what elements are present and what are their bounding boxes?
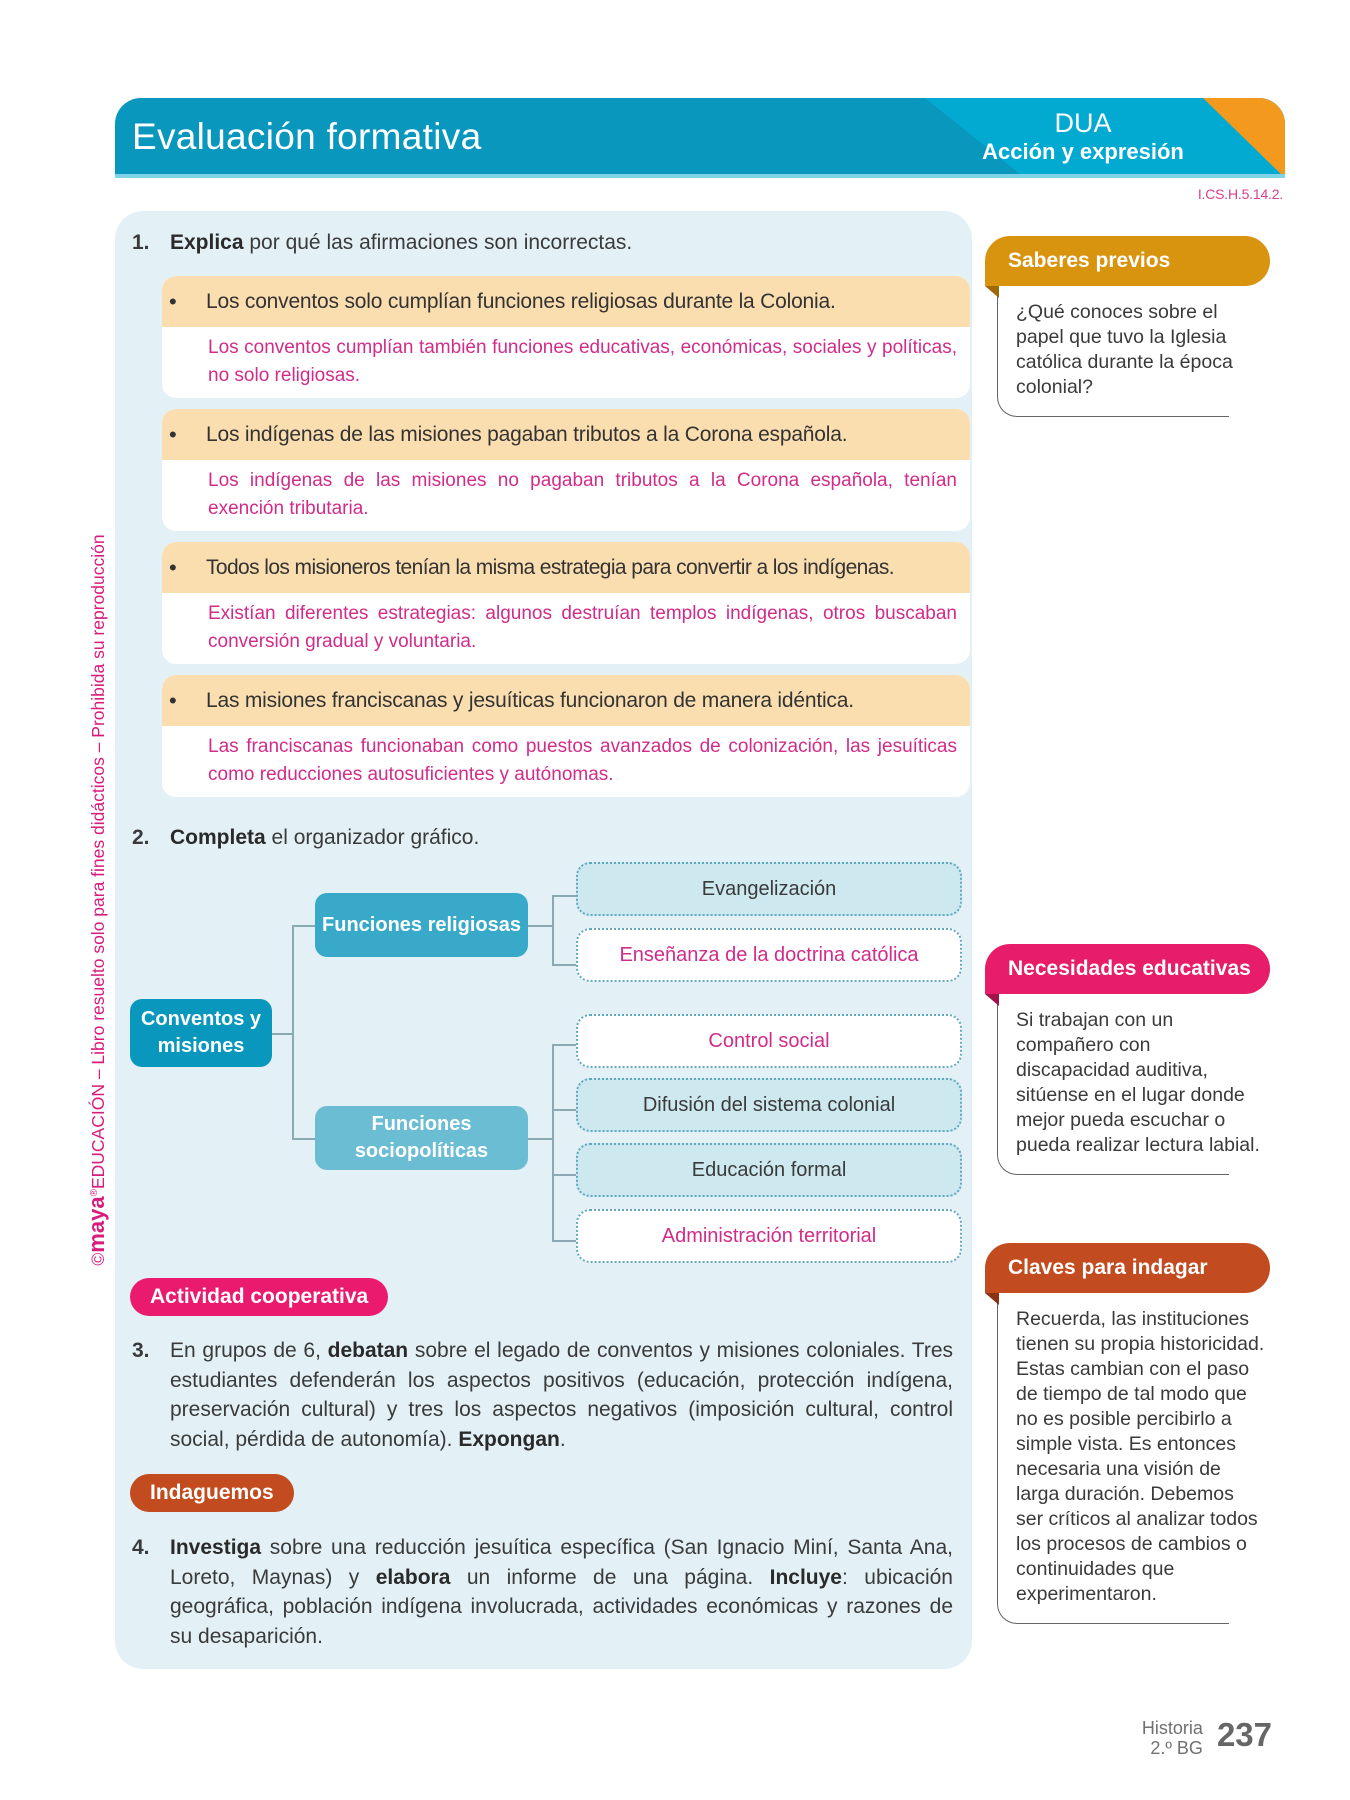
action-verb: Incluye [769,1565,842,1589]
action-verb: elabora [375,1565,451,1589]
page-header [115,98,1285,178]
question-text [132,1533,953,1651]
action-verb: Expongan [458,1427,560,1451]
prior-knowledge-text: ¿Qué conoces sobre el papel que tuvo la Iglesia católica durante la época colonial? [1016,301,1233,398]
question-number: 1. [132,231,150,254]
grade-level: 2.º BG [1150,1738,1203,1758]
connector-line [292,1138,315,1140]
curriculum-code: I.CS.H.5.14.2. [1197,186,1283,202]
page-number: 237 [1216,1716,1272,1753]
leaf-box-given: Difusión del sistema colonial [576,1078,962,1132]
answer-text[interactable]: Existían diferentes estrategias: algunos destruían templos indígenas, otros buscaban conversión gradual y voluntaria. [208,603,957,652]
answer-text[interactable]: Las franciscanas funcionaban como puestos avanzados de colonización, las jesuíticas como reducciones autosuficientes y autónomas. [208,736,957,785]
question-number: 3. [132,1339,150,1362]
dua-label [963,108,1203,166]
connector-line [552,1109,576,1111]
question-number: 2. [132,826,150,849]
connector-line [552,1240,576,1242]
text-segment: . [559,1427,566,1451]
action-verb: debatan [327,1339,409,1362]
connector-line [292,925,315,927]
leaf-box-given: Evangelización [576,862,962,916]
prior-knowledge-box [985,236,1270,417]
text-segment: En grupos de 6, [170,1339,328,1362]
dua-subtitle: Acción y expresión [982,139,1184,164]
connector-line [272,1033,292,1035]
research-keys-content [997,1293,1265,1624]
investigate-badge: Indaguemos [130,1474,294,1512]
prior-knowledge-title: Saberes previos [985,236,1270,286]
incorrect-statement: • Los conventos solo cumplían funciones religiosas durante la Colonia. [162,276,970,327]
research-keys-text: Recuerda, las instituciones tienen su propia historicidad. Estas cambian con el paso de tiempo de tal modo que no es posible percibirlo a simple vista. Es entonces necesaria una visión de larga duración. Debemos ser críticos al analizar todos los procesos de cambios o continuidades que experimentaron. [1016,1308,1265,1605]
connector-line [552,895,576,897]
leaf-box-answer[interactable]: Control social [576,1014,962,1068]
activity-panel [115,211,972,1669]
question-text: por qué las afirmaciones son incorrectas. [243,231,633,254]
statement-card [162,675,970,797]
branch-node-religiosas: Funciones religiosas [315,893,528,957]
educational-needs-content [997,994,1260,1175]
educational-needs-text: Si trabajan con un compañero con discapacidad auditiva, sitúense en el lugar donde mejor pueda escuchar o pueda realizar lectura labial. [1016,1009,1260,1156]
incorrect-statement: • Todos los misioneros tenían la misma estrategia para convertir a los indígenas. [162,542,970,593]
connector-line [552,1044,576,1046]
connector-line [528,925,552,927]
connector-line [528,1138,552,1140]
connector-line [552,1044,554,1241]
question-4 [132,1533,953,1651]
connector-line [292,925,294,1139]
research-keys-title: Claves para indagar [985,1243,1270,1293]
statement-card [162,542,970,664]
text-segment: sobre una reducción jesuítica específica (San Ignacio Miní, Santa Ana, Loreto, Maynas) y [170,1536,953,1589]
header-bottom-line [115,174,1285,178]
page-title: Evaluación formativa [132,116,482,157]
branch-node-sociopoliticas: Funciones sociopolíticas [315,1106,528,1170]
action-verb: Investiga [170,1536,262,1559]
subject-name: Historia [1141,1718,1203,1738]
question-text: el organizador gráfico. [265,826,480,849]
footer-subject [1142,1718,1203,1758]
question-number: 4. [132,1536,150,1559]
question-text [132,1336,953,1454]
copyright-text: EDUCACIÓN – Libro resuelto solo para fines didácticos – Prohibida su reproducción [88,534,108,1190]
answer-text[interactable]: Los conventos cumplían también funciones educativas, económicas, sociales y políticas, no solo religiosas. [208,337,957,386]
page-footer [1142,1718,1272,1758]
text-segment: : ubicación geográfica, población indígena involucrada, actividades económicas y razones de su desaparición. [170,1565,953,1648]
question-3 [132,1336,953,1454]
educational-needs-box [985,944,1270,1175]
text-segment: sobre el legado de conventos y misiones coloniales. Tres estudiantes defenderán los aspectos positivos (educación, protección indígena, preservación cultural) y tres los aspectos negativos (imposición cultural, control social, pérdida de autonomía). [170,1339,954,1451]
answer-text[interactable]: Los indígenas de las misiones no pagaban tributos a la Corona española, tenían exención tributaria. [208,470,957,519]
brand-logo: maya [84,1196,109,1253]
leaf-box-answer[interactable]: Administración territorial [576,1209,962,1263]
connector-line [552,964,576,966]
incorrect-statement: • Los indígenas de las misiones pagaban tributos a la Corona española. [162,409,970,460]
organizer-root-node: Conventos y misiones [130,999,272,1067]
connector-line [552,1174,576,1176]
text-segment: un informe de una página. [450,1565,770,1589]
copyright-notice [84,534,110,1265]
leaf-box-answer[interactable]: Enseñanza de la doctrina católica [576,928,962,982]
incorrect-statement: • Las misiones franciscanas y jesuíticas funcionaron de manera idéntica. [162,675,970,726]
question-verb: Completa [170,826,266,849]
prior-knowledge-content [997,286,1233,417]
question-verb: Explica [170,231,244,254]
connector-line [552,895,554,965]
dua-title: DUA [1054,108,1112,138]
question-2 [132,823,479,853]
cooperative-activity-badge: Actividad cooperativa [130,1278,388,1316]
leaf-box-given: Educación formal [576,1143,962,1197]
registered-icon: ® [89,1189,101,1197]
question-1 [132,228,632,258]
statement-card [162,276,970,398]
copyright-symbol: © [88,1252,108,1266]
research-keys-box [985,1243,1270,1624]
educational-needs-title: Necesidades educativas [985,944,1270,994]
statement-card [162,409,970,531]
